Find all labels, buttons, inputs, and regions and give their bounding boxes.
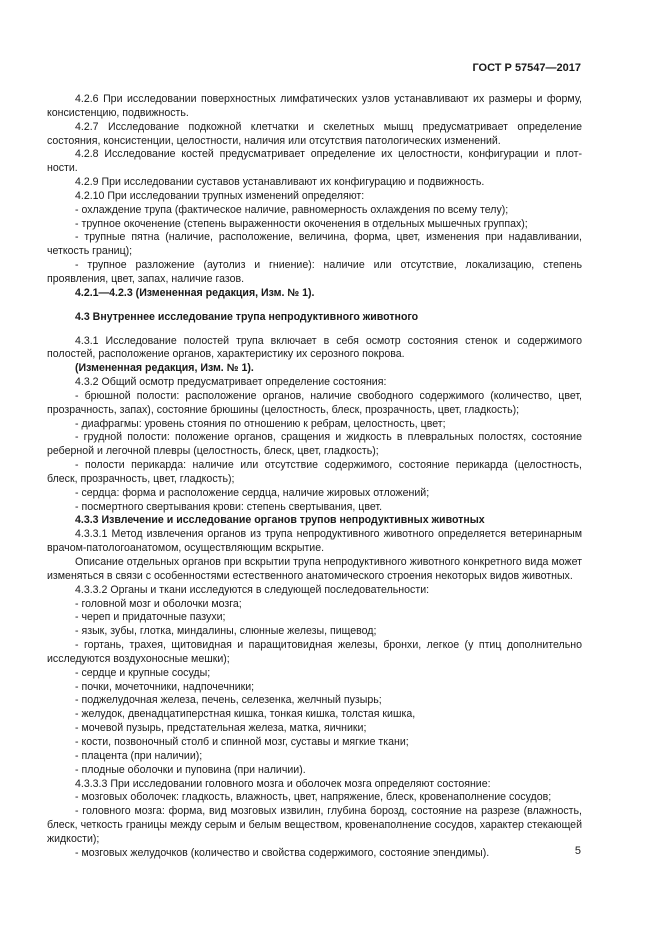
list-item: - сердца: форма и расположение сердца, наличие жировых отложений; — [75, 486, 430, 499]
list-item: - язык, зубы, глотка, миндалины, слюнные железы, пищевод; — [75, 625, 377, 638]
list-item: - поджелудочная железа, печень, селезенка, желчный пузырь; — [75, 694, 382, 707]
list-item: - гортань, трахея, щитовидная и паращитовидная железы, бронхи, легкое (у птиц дополнительно исследуются воздухоносные мешки); — [47, 639, 582, 665]
list-item: - мочевой пузырь, предстательная железа, матка, яичники; — [75, 722, 367, 735]
list-item: - полости перикарда: наличие или отсутствие содержимого, состояние перикарда (целостность, блеск, прозрачность, цвет, гладкость); — [47, 459, 582, 485]
subsection-heading: 4.3.3 Извлечение и исследование органов трупов непродуктивных животных — [75, 514, 485, 527]
list-item: - головного мозга: форма, вид мозговых извилин, глубина борозд, состояние на разрезе (влажность, блеск, четкость границы между серым и белым веществом, кровенаполнение сосудов, характер стекающей жидкости); — [47, 805, 582, 845]
section-heading: 4.3 Внутреннее исследование трупа непродуктивного животного — [75, 310, 419, 323]
list-item: - охлаждение трупа (фактическое наличие, равномерность охлаждения по всему телу); — [75, 203, 509, 216]
paragraph: 4.2.8 Исследование костей предусматривает определение их целостности, конфигурации и плотности. — [47, 148, 582, 175]
paragraph: 4.3.1 Исследование полостей трупа включает в себя осмотр состояния стенок и содержимого полостей, расположение органов, характеристику их серозного покрова. — [47, 334, 582, 361]
paragraph: 4.3.2 Общий осмотр предусматривает определение состояния: — [75, 376, 387, 389]
list-item: - плацента (при наличии); — [75, 749, 203, 762]
list-item: - трупное окоченение (степень выраженности окоченения в отдельных мышечных группах); — [75, 217, 528, 230]
list-item: - брюшной полости: расположение органов, наличие свободного содержимого (количество, цвет, прозрачность, запах), состояние брюшины (целостность, блеск, прозрачность, цвет, гладкость); — [47, 389, 582, 416]
list-item: - сердце и крупные сосуды; — [75, 666, 211, 679]
list-item: - почки, мочеточники, надпочечники; — [75, 680, 255, 693]
list-item: - череп и придаточные пазухи; — [75, 611, 226, 624]
amendment-note: 4.2.1—4.2.3 (Измененная редакция, Изм. № 1). — [75, 286, 315, 299]
list-item: - мозговых оболочек: гладкость, влажность, цвет, напряжение, блеск, кровенаполнение сосудов; — [75, 791, 552, 804]
paragraph: 4.2.6 При исследовании поверхностных лимфатических узлов устанавливают их размеры и форму, консистенцию, подвижность. — [47, 93, 582, 119]
page-number: 5 — [574, 845, 581, 857]
paragraph: 4.2.7 Исследование подкожной клетчатки и скелетных мышц предусматривает определение состояния, консистенции, целостности, наличия или отсутствия патологических изменений. — [47, 120, 582, 147]
paragraph: 4.2.10 При исследовании трупных изменений определяют: — [75, 189, 365, 202]
paragraph: 4.2.9 При исследовании суставов устанавливают их конфигурацию и подвижность. — [75, 176, 485, 189]
list-item: - трупное разложение (аутолиз и гниение): наличие или отсутствие, локализацию, степень проявления, цвет, запах, наличие газов. — [47, 259, 582, 285]
standard-header: ГОСТ Р 57547—2017 — [472, 62, 581, 74]
paragraph: 4.3.3.1 Метод извлечения органов из трупа непродуктивного животного определяется ветеринарным врачом-патологоанатомом, осуществляющим вскрытие. — [47, 528, 582, 555]
list-item: - желудок, двенадцатиперстная кишка, тонкая кишка, толстая кишка, — [75, 708, 416, 721]
list-item: - диафрагмы: уровень стояния по отношению к ребрам, целостность, цвет; — [75, 417, 446, 430]
list-item: - головной мозг и оболочки мозга; — [75, 597, 242, 610]
list-item: - грудной полости: положение органов, сращения и жидкость в плевральных полостях, состояние реберной и легочной плевры (целостность, блеск, цвет, гладкость); — [47, 431, 582, 458]
document-body — [47, 93, 582, 861]
list-item: - плодные оболочки и пуповина (при наличии). — [75, 763, 306, 776]
amendment-note: (Измененная редакция, Изм. № 1). — [75, 362, 254, 375]
paragraph: 4.3.3.2 Органы и ткани исследуются в следующей последовательности: — [75, 583, 430, 596]
list-item: - мозговых желудочков (количество и свойства содержимого, состояние эпендимы). — [75, 846, 490, 859]
paragraph: Описание отдельных органов при вскрытии трупа непродуктивного животного конкретного вида может изменяться в связи с особенностями естественного анатомического строения некоторых видов животных. — [47, 556, 582, 582]
list-item: - трупные пятна (наличие, расположение, величина, форма, цвет, изменения при надавливании, четкость границ); — [47, 231, 582, 258]
paragraph: 4.3.3.3 При исследовании головного мозга и оболочек мозга определяют состояние: — [75, 777, 491, 790]
list-item: - посмертного свертывания крови: степень свертывания, цвет. — [75, 500, 383, 513]
list-item: - кости, позвоночный столб и спинной мозг, суставы и мягкие ткани; — [75, 735, 409, 748]
